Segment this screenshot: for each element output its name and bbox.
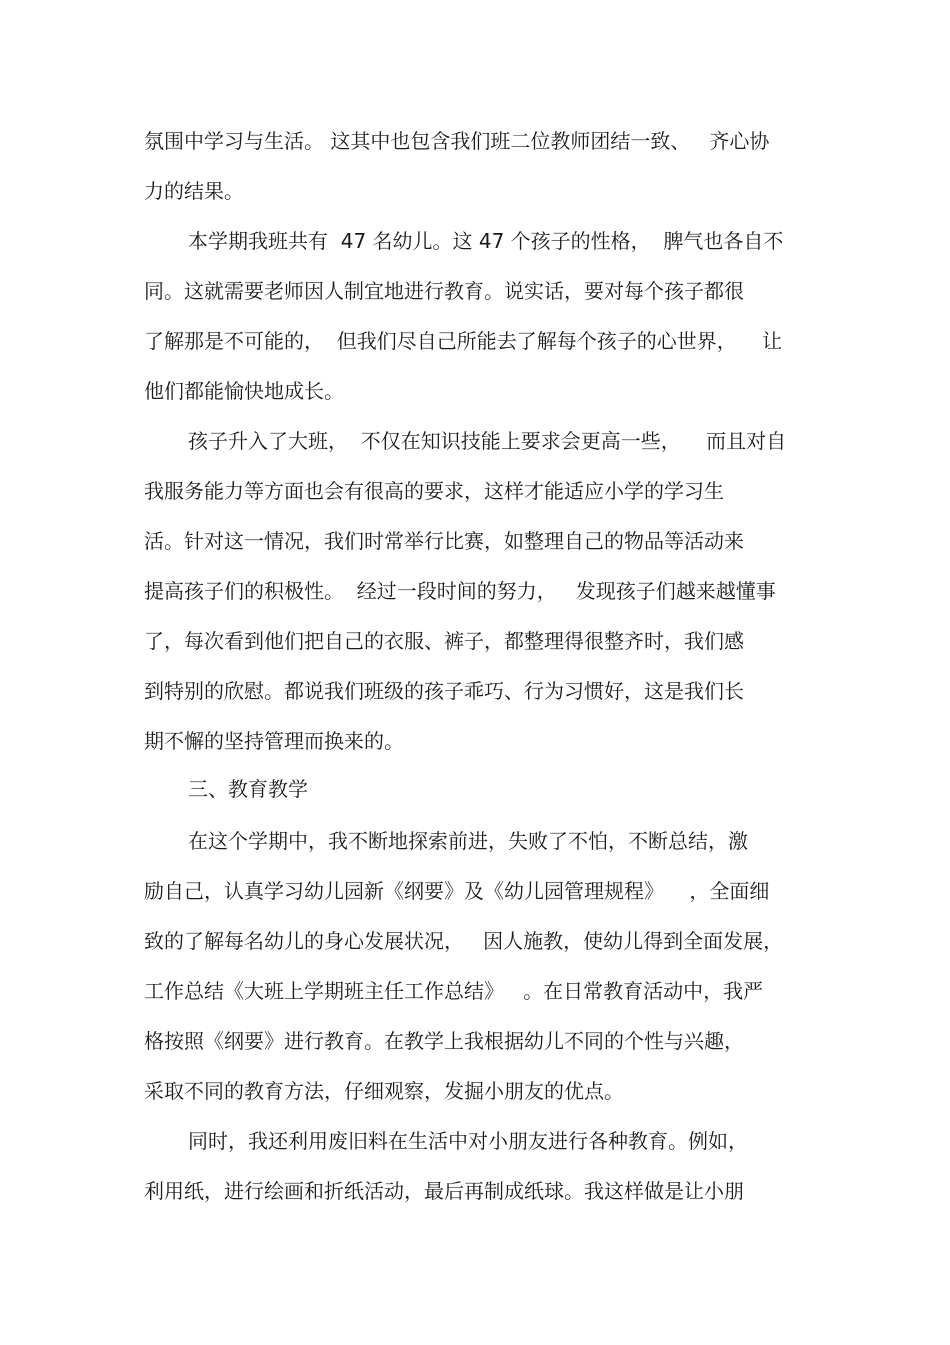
text-line: 他们都能愉快地成长。	[144, 379, 344, 403]
text-line: 格按照《纲要》进行教育。在教学上我根据幼儿不同的个性与兴趣，	[144, 1029, 744, 1053]
text-line: 力的结果。	[144, 179, 244, 203]
section-heading: 三、教育教学	[188, 777, 308, 801]
text-line: 期不懈的坚持管理而换来的。	[144, 729, 404, 753]
text-line: 了，每次看到他们把自己的衣服、裤子，都整理得很整齐时，我们感	[144, 629, 744, 653]
text-line: 利用纸，进行绘画和折纸活动，最后再制成纸球。我这样做是让小朋	[144, 1179, 744, 1203]
text-line: 采取不同的教育方法，仔细观察，发掘小朋友的优点。	[144, 1079, 624, 1103]
text-line: 我服务能力等方面也会有很高的要求，这样才能适应小学的学习生	[144, 479, 724, 503]
text-line: 提高孩子们的积极性。 经过一段时间的努力， 发现孩子们越来越懂事	[144, 579, 776, 603]
text-line: 在这个学期中，我不断地探索前进，失败了不怕，不断总结，激	[188, 829, 748, 853]
text-line: 致的了解每名幼儿的身心发展状况， 因人施教，使幼儿得到全面发展，	[144, 929, 784, 953]
text-line: 到特别的欣慰。都说我们班级的孩子乖巧、行为习惯好，这是我们长	[144, 679, 744, 703]
text-line: 氛围中学习与生活。 这其中也包含我们班二位教师团结一致、 齐心协	[144, 129, 770, 153]
text-line: 本学期我班共有 47 名幼儿。这 47 个孩子的性格， 脾气也各自不	[188, 229, 784, 253]
text-line: 同。这就需要老师因人制宜地进行教育。说实话，要对每个孩子都很	[144, 279, 744, 303]
text-line: 励自己，认真学习幼儿园新《纲要》及《幼儿园管理规程》 ，全面细	[144, 879, 770, 903]
text-line: 孩子升入了大班， 不仅在知识技能上要求会更高一些， 而且对自	[188, 429, 787, 453]
text-line: 同时，我还利用废旧料在生活中对小朋友进行各种教育。例如，	[188, 1129, 748, 1153]
text-line: 工作总结《大班上学期班主任工作总结》 。在日常教育活动中，我严	[144, 979, 764, 1003]
text-line: 了解那是不可能的， 但我们尽自己所能去了解每个孩子的心世界， 让	[144, 329, 783, 353]
text-line: 活。针对这一情况，我们时常举行比赛，如整理自己的物品等活动来	[144, 529, 744, 553]
